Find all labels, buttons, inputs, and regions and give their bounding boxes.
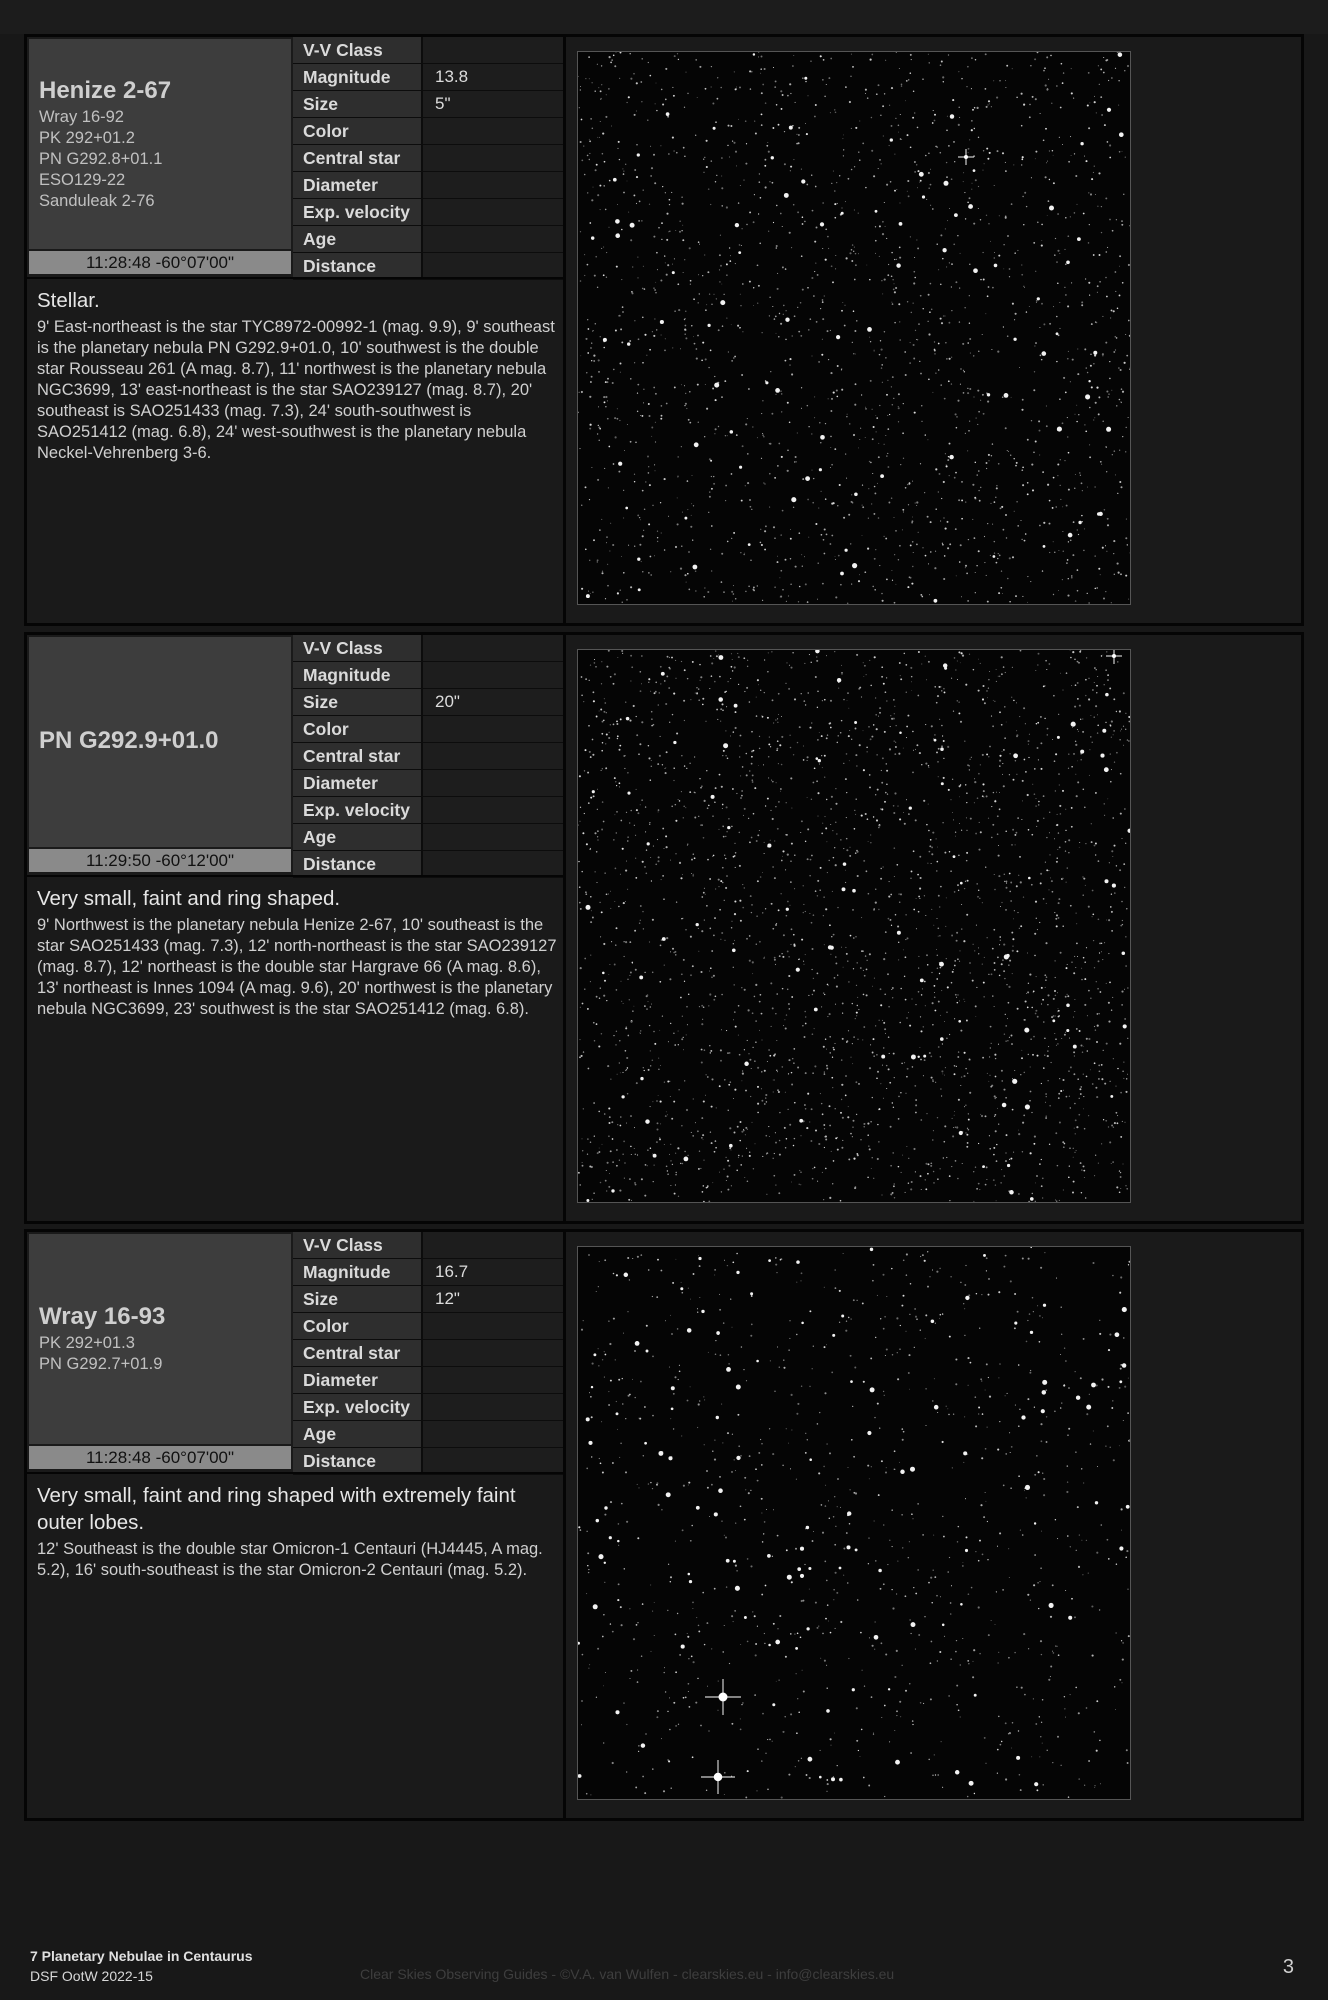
param-value xyxy=(423,37,563,63)
param-value xyxy=(423,851,563,877)
object-alias: Wray 16-92 xyxy=(39,107,124,126)
param-value xyxy=(423,662,563,688)
param-row xyxy=(293,1340,563,1367)
object-description: 9' Northwest is the planetary nebula Henize 2-67, 10' southeast is the star SAO251433 (mag. 7.3), 12' north-northeast is the star SAO239127 (mag. 8.7), 12' northeast is the double star Hargrave 66 (A mag. 8.6), 13' northeast is Innes 1094 (A mag. 9.6), 20' northwest is the planetary nebula NGC3699, 23' southwest is the star SAO251412 (mag. 6.8). xyxy=(37,916,557,1018)
object-alias: PK 292+01.3 xyxy=(39,1334,135,1352)
param-value xyxy=(423,770,563,796)
param-value xyxy=(423,145,563,171)
param-row xyxy=(293,199,563,226)
object-summary: Very small, faint and ring shaped. xyxy=(37,887,341,910)
param-label: Exp. velocity xyxy=(293,797,423,823)
object-alias: PN G292.8+01.1 xyxy=(39,149,163,168)
param-value xyxy=(423,743,563,769)
param-value xyxy=(423,118,563,144)
coordinates: 11:28:48 -60°07'00" xyxy=(29,251,291,274)
param-value xyxy=(423,635,563,661)
object-name: PN G292.9+01.0 xyxy=(39,727,219,754)
object-description: 9' East-northeast is the star TYC8972-00992-1 (mag. 9.9), 9' southeast is the planetary nebula PN G292.9+01.0, 10' southwest is the double star Rousseau 261 (A mag. 8.7), 11' northwest is the planetary nebula NGC3699, 13' east-northeast is the star SAO239127 (mag. 8.7), 20' southeast is SAO251433 (mag. 7.3), 24' south-southwest is SAO251412 (mag. 6.8), 24' west-southwest is the planetary nebula Neckel-Vehrenberg 3-6. xyxy=(37,318,555,462)
object-alias: PK 292+01.2 xyxy=(39,128,135,147)
parameter-table xyxy=(293,635,563,878)
star-field-svg xyxy=(578,52,1130,604)
param-label: Age xyxy=(293,824,423,850)
param-label: Exp. velocity xyxy=(293,199,423,225)
param-row xyxy=(293,1448,563,1475)
param-value xyxy=(423,797,563,823)
param-label: Age xyxy=(293,226,423,252)
param-row xyxy=(293,253,563,280)
param-row xyxy=(293,226,563,253)
param-row xyxy=(293,797,563,824)
star-field-image xyxy=(577,1246,1131,1800)
star-field-image xyxy=(577,51,1131,605)
object-name-box xyxy=(29,1234,291,1444)
coordinates: 11:29:50 -60°12'00" xyxy=(29,849,291,872)
param-value xyxy=(423,1421,563,1447)
param-row xyxy=(293,37,563,64)
param-row xyxy=(293,851,563,878)
param-row xyxy=(293,91,563,118)
param-row xyxy=(293,824,563,851)
param-label: Central star xyxy=(293,145,423,171)
param-row xyxy=(293,662,563,689)
divider xyxy=(563,1232,566,1818)
object-name: Henize 2-67 xyxy=(39,76,172,104)
param-label: Distance xyxy=(293,253,423,279)
param-value xyxy=(423,199,563,225)
object-alias: Sanduleak 2-76 xyxy=(39,191,155,210)
param-label: V-V Class xyxy=(293,37,423,63)
object-summary: Stellar. xyxy=(37,289,100,312)
footer-credit: Clear Skies Observing Guides - ©V.A. van Wulfen - clearskies.eu - info@clearskies.eu xyxy=(360,1966,895,1982)
param-value xyxy=(423,253,563,279)
object-alias: ESO129-22 xyxy=(39,170,126,189)
param-label: Magnitude xyxy=(293,662,423,688)
entry-wray-16-93 xyxy=(24,1229,1304,1821)
param-value xyxy=(423,226,563,252)
star-field-image xyxy=(577,649,1131,1203)
param-value xyxy=(423,1313,563,1339)
divider xyxy=(563,37,566,623)
param-value xyxy=(423,172,563,198)
object-description: 12' Southeast is the double star Omicron-1 Centauri (HJ4445, A mag. 5.2), 16' south-southeast is the star Omicron-2 Centauri (mag. 5.2). xyxy=(37,1540,543,1579)
param-value: 5" xyxy=(423,91,563,117)
param-label: Diameter xyxy=(293,172,423,198)
param-row xyxy=(293,64,563,91)
param-label: Diameter xyxy=(293,1367,423,1393)
param-label: Size xyxy=(293,1286,423,1312)
param-row xyxy=(293,743,563,770)
object-name-box xyxy=(29,39,291,249)
param-value xyxy=(423,1340,563,1366)
param-value: 12" xyxy=(423,1286,563,1312)
param-value xyxy=(423,1394,563,1420)
star-field-svg xyxy=(578,1247,1130,1799)
param-label: Central star xyxy=(293,743,423,769)
object-alias: PN G292.7+01.9 xyxy=(39,1355,163,1373)
divider xyxy=(27,875,563,877)
param-value xyxy=(423,1367,563,1393)
param-label: Central star xyxy=(293,1340,423,1366)
entry-pn-g292-9 xyxy=(24,632,1304,1224)
param-label: V-V Class xyxy=(293,635,423,661)
parameter-table xyxy=(293,37,563,280)
param-row xyxy=(293,1232,563,1259)
param-label: V-V Class xyxy=(293,1232,423,1258)
param-value xyxy=(423,716,563,742)
divider xyxy=(27,1472,563,1474)
object-name: Wray 16-93 xyxy=(39,1303,166,1330)
param-row xyxy=(293,1367,563,1394)
param-row xyxy=(293,635,563,662)
param-row xyxy=(293,145,563,172)
param-label: Magnitude xyxy=(293,1259,423,1285)
page-number: 3 xyxy=(1282,1956,1294,1978)
entry-henize-2-67 xyxy=(24,34,1304,626)
param-row xyxy=(293,172,563,199)
star-field-svg xyxy=(578,650,1130,1202)
param-label: Color xyxy=(293,716,423,742)
param-label: Size xyxy=(293,91,423,117)
param-row xyxy=(293,1394,563,1421)
param-row xyxy=(293,770,563,797)
param-label: Color xyxy=(293,118,423,144)
param-value xyxy=(423,1448,563,1474)
parameter-table xyxy=(293,1232,563,1475)
param-row xyxy=(293,1421,563,1448)
param-value xyxy=(423,824,563,850)
param-label: Distance xyxy=(293,851,423,877)
param-value xyxy=(423,1232,563,1258)
divider xyxy=(27,277,563,279)
param-row xyxy=(293,716,563,743)
param-row xyxy=(293,1313,563,1340)
param-label: Distance xyxy=(293,1448,423,1474)
footer-title: 7 Planetary Nebulae in Centaurus xyxy=(30,1948,253,1964)
param-value: 13.8 xyxy=(423,64,563,90)
param-label: Size xyxy=(293,689,423,715)
object-summary: Very small, faint and ring shaped with extremely faint outer lobes. xyxy=(37,1484,516,1534)
param-value: 16.7 xyxy=(423,1259,563,1285)
param-label: Color xyxy=(293,1313,423,1339)
param-label: Diameter xyxy=(293,770,423,796)
param-label: Exp. velocity xyxy=(293,1394,423,1420)
page-top-band xyxy=(0,0,1328,34)
param-label: Magnitude xyxy=(293,64,423,90)
param-row xyxy=(293,1259,563,1286)
param-row xyxy=(293,689,563,716)
param-row xyxy=(293,118,563,145)
param-value: 20" xyxy=(423,689,563,715)
param-row xyxy=(293,1286,563,1313)
footer-left xyxy=(30,1946,253,1986)
footer-subtitle: DSF OotW 2022-15 xyxy=(30,1968,153,1984)
coordinates: 11:28:48 -60°07'00" xyxy=(29,1446,291,1469)
divider xyxy=(563,635,566,1221)
object-name-box xyxy=(29,637,291,847)
param-label: Age xyxy=(293,1421,423,1447)
